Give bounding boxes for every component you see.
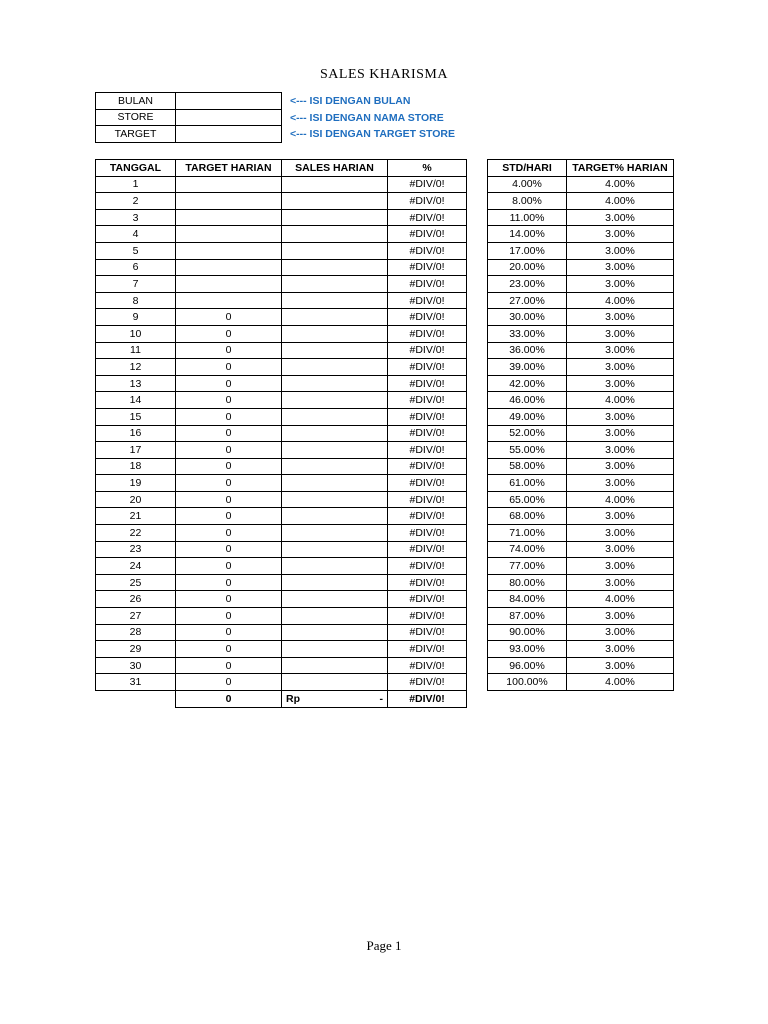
tanggal-cell: 27 (96, 608, 176, 625)
header-std-hari: STD/HARI (488, 160, 567, 177)
meta-row-target (96, 126, 282, 143)
table-row (96, 558, 467, 575)
std-hari-cell[interactable]: 46.00% (488, 392, 567, 409)
meta-table (95, 92, 282, 143)
percent-cell[interactable]: #DIV/0! (388, 458, 467, 475)
table-row (96, 508, 467, 525)
table-row (96, 657, 467, 674)
target-percent-harian-cell[interactable]: 3.00% (567, 657, 674, 674)
sales-harian-cell[interactable] (282, 408, 388, 425)
table-row (96, 375, 467, 392)
target-harian-cell[interactable]: 0 (176, 657, 282, 674)
percent-cell[interactable]: #DIV/0! (388, 558, 467, 575)
sales-harian-cell[interactable] (282, 193, 388, 210)
sales-harian-cell[interactable] (282, 525, 388, 542)
meta-label: STORE (96, 109, 176, 126)
table-row (488, 193, 674, 210)
sales-harian-cell[interactable] (282, 242, 388, 259)
percent-cell[interactable]: #DIV/0! (388, 176, 467, 193)
tanggal-cell: 11 (96, 342, 176, 359)
meta-value-target[interactable] (176, 126, 282, 143)
target-percent-harian-cell[interactable]: 4.00% (567, 392, 674, 409)
table-row (96, 442, 467, 459)
tanggal-cell: 19 (96, 475, 176, 492)
target-percent-harian-cell[interactable]: 3.00% (567, 541, 674, 558)
std-hari-cell[interactable]: 100.00% (488, 674, 567, 691)
sales-harian-cell[interactable] (282, 259, 388, 276)
tanggal-cell: 7 (96, 276, 176, 293)
target-harian-cell[interactable] (176, 259, 282, 276)
table-row (96, 259, 467, 276)
tanggal-cell: 4 (96, 226, 176, 243)
table-row (96, 242, 467, 259)
target-percent-harian-cell[interactable]: 3.00% (567, 574, 674, 591)
target-percent-harian-cell[interactable]: 4.00% (567, 193, 674, 210)
target-harian-cell[interactable]: 0 (176, 558, 282, 575)
sales-harian-cell[interactable] (282, 226, 388, 243)
target-harian-cell[interactable]: 0 (176, 309, 282, 326)
table-row (488, 325, 674, 342)
tanggal-cell: 18 (96, 458, 176, 475)
meta-hints (290, 93, 455, 143)
sales-harian-cell[interactable] (282, 276, 388, 293)
target-harian-cell[interactable] (176, 242, 282, 259)
std-hari-cell[interactable]: 55.00% (488, 442, 567, 459)
table-row (488, 392, 674, 409)
sales-harian-cell[interactable] (282, 574, 388, 591)
std-hari-cell[interactable]: 58.00% (488, 458, 567, 475)
sales-harian-cell[interactable] (282, 558, 388, 575)
target-harian-cell[interactable]: 0 (176, 359, 282, 376)
std-hari-cell[interactable]: 23.00% (488, 276, 567, 293)
target-percent-harian-cell[interactable]: 3.00% (567, 359, 674, 376)
tanggal-cell: 26 (96, 591, 176, 608)
std-hari-cell[interactable]: 96.00% (488, 657, 567, 674)
target-harian-cell[interactable]: 0 (176, 392, 282, 409)
sales-total-row (96, 691, 467, 708)
tanggal-cell: 2 (96, 193, 176, 210)
std-hari-cell[interactable]: 65.00% (488, 491, 567, 508)
std-hari-cell[interactable]: 36.00% (488, 342, 567, 359)
table-row (96, 193, 467, 210)
target-harian-cell[interactable] (176, 276, 282, 293)
table-row (96, 591, 467, 608)
std-table (487, 159, 674, 691)
tanggal-cell: 9 (96, 309, 176, 326)
sales-harian-cell[interactable] (282, 641, 388, 658)
sales-harian-cell[interactable] (282, 442, 388, 459)
target-percent-harian-cell[interactable]: 3.00% (567, 276, 674, 293)
target-harian-cell[interactable]: 0 (176, 442, 282, 459)
target-percent-harian-cell[interactable]: 3.00% (567, 408, 674, 425)
header-sales-harian: SALES HARIAN (282, 160, 388, 177)
std-hari-cell[interactable]: 80.00% (488, 574, 567, 591)
target-harian-cell[interactable]: 0 (176, 408, 282, 425)
target-harian-cell[interactable] (176, 292, 282, 309)
target-percent-harian-cell[interactable]: 3.00% (567, 558, 674, 575)
target-percent-harian-cell[interactable]: 4.00% (567, 491, 674, 508)
tanggal-cell: 13 (96, 375, 176, 392)
sales-harian-cell[interactable] (282, 375, 388, 392)
table-row (488, 458, 674, 475)
table-row (488, 359, 674, 376)
percent-cell[interactable]: #DIV/0! (388, 425, 467, 442)
target-percent-harian-cell[interactable]: 3.00% (567, 226, 674, 243)
sales-table-header-row (96, 160, 467, 177)
target-percent-harian-cell[interactable]: 3.00% (567, 242, 674, 259)
percent-cell[interactable]: #DIV/0! (388, 442, 467, 459)
table-row (488, 226, 674, 243)
total-empty-cell (96, 691, 176, 708)
std-hari-cell[interactable]: 68.00% (488, 508, 567, 525)
percent-cell[interactable]: #DIV/0! (388, 259, 467, 276)
table-row (96, 674, 467, 691)
percent-cell[interactable]: #DIV/0! (388, 475, 467, 492)
tanggal-cell: 23 (96, 541, 176, 558)
total-percent[interactable]: #DIV/0! (388, 691, 467, 708)
table-row (488, 525, 674, 542)
meta-hint: <--- ISI DENGAN TARGET STORE (290, 128, 455, 141)
table-row (488, 674, 674, 691)
std-hari-cell[interactable]: 84.00% (488, 591, 567, 608)
table-row (96, 574, 467, 591)
std-hari-cell[interactable]: 61.00% (488, 475, 567, 492)
target-percent-harian-cell[interactable]: 3.00% (567, 475, 674, 492)
tanggal-cell: 6 (96, 259, 176, 276)
table-row (96, 641, 467, 658)
target-percent-harian-cell[interactable]: 3.00% (567, 425, 674, 442)
header-target-percent-harian: TARGET% HARIAN (567, 160, 674, 177)
percent-cell[interactable]: #DIV/0! (388, 608, 467, 625)
meta-label: BULAN (96, 93, 176, 110)
table-row (96, 608, 467, 625)
tanggal-cell: 3 (96, 209, 176, 226)
std-hari-cell[interactable]: 74.00% (488, 541, 567, 558)
header-tanggal: TANGGAL (96, 160, 176, 177)
table-row (488, 624, 674, 641)
sales-harian-cell[interactable] (282, 325, 388, 342)
sales-harian-cell[interactable] (282, 342, 388, 359)
std-hari-cell[interactable]: 27.00% (488, 292, 567, 309)
page-footer: Page 1 (366, 938, 402, 953)
std-hari-cell[interactable]: 39.00% (488, 359, 567, 376)
target-harian-cell[interactable] (176, 193, 282, 210)
total-sales-value: - (379, 692, 383, 705)
table-row (488, 657, 674, 674)
sales-harian-cell[interactable] (282, 608, 388, 625)
sales-harian-cell[interactable] (282, 491, 388, 508)
percent-cell[interactable]: #DIV/0! (388, 276, 467, 293)
tanggal-cell: 17 (96, 442, 176, 459)
tanggal-cell: 30 (96, 657, 176, 674)
target-percent-harian-cell[interactable]: 3.00% (567, 608, 674, 625)
sales-harian-cell[interactable] (282, 475, 388, 492)
target-percent-harian-cell[interactable]: 3.00% (567, 641, 674, 658)
table-row (96, 276, 467, 293)
table-row (96, 342, 467, 359)
target-harian-cell[interactable]: 0 (176, 458, 282, 475)
percent-cell[interactable]: #DIV/0! (388, 508, 467, 525)
percent-cell[interactable]: #DIV/0! (388, 657, 467, 674)
std-hari-cell[interactable]: 11.00% (488, 209, 567, 226)
tanggal-cell: 14 (96, 392, 176, 409)
table-row (488, 641, 674, 658)
percent-cell[interactable]: #DIV/0! (388, 641, 467, 658)
table-row (488, 242, 674, 259)
target-harian-cell[interactable]: 0 (176, 375, 282, 392)
target-harian-cell[interactable]: 0 (176, 591, 282, 608)
table-row (96, 226, 467, 243)
sales-harian-cell[interactable] (282, 591, 388, 608)
std-hari-cell[interactable]: 17.00% (488, 242, 567, 259)
target-percent-harian-cell[interactable]: 3.00% (567, 508, 674, 525)
target-harian-cell[interactable]: 0 (176, 624, 282, 641)
percent-cell[interactable]: #DIV/0! (388, 541, 467, 558)
table-row (488, 491, 674, 508)
table-row (96, 408, 467, 425)
target-harian-cell[interactable]: 0 (176, 491, 282, 508)
target-percent-harian-cell[interactable]: 3.00% (567, 624, 674, 641)
sales-harian-cell[interactable] (282, 359, 388, 376)
target-harian-cell[interactable]: 0 (176, 674, 282, 691)
std-hari-cell[interactable]: 33.00% (488, 325, 567, 342)
target-percent-harian-cell[interactable]: 4.00% (567, 591, 674, 608)
std-hari-cell[interactable]: 8.00% (488, 193, 567, 210)
table-row (96, 392, 467, 409)
percent-cell[interactable]: #DIV/0! (388, 309, 467, 326)
table-row (488, 259, 674, 276)
sales-harian-cell[interactable] (282, 458, 388, 475)
table-row (96, 309, 467, 326)
total-target[interactable]: 0 (176, 691, 282, 708)
table-row (96, 624, 467, 641)
total-sales-currency: Rp (286, 692, 300, 705)
target-percent-harian-cell[interactable]: 3.00% (567, 259, 674, 276)
table-row (488, 574, 674, 591)
target-percent-harian-cell[interactable]: 4.00% (567, 176, 674, 193)
table-row (96, 458, 467, 475)
percent-cell[interactable]: #DIV/0! (388, 408, 467, 425)
target-percent-harian-cell[interactable]: 3.00% (567, 325, 674, 342)
tanggal-cell: 20 (96, 491, 176, 508)
table-row (488, 309, 674, 326)
percent-cell[interactable]: #DIV/0! (388, 591, 467, 608)
tanggal-cell: 10 (96, 325, 176, 342)
tanggal-cell: 12 (96, 359, 176, 376)
std-hari-cell[interactable]: 4.00% (488, 176, 567, 193)
table-row (96, 491, 467, 508)
meta-value-store[interactable] (176, 109, 282, 126)
sales-harian-cell[interactable] (282, 425, 388, 442)
percent-cell[interactable]: #DIV/0! (388, 359, 467, 376)
table-row (488, 442, 674, 459)
percent-cell[interactable]: #DIV/0! (388, 342, 467, 359)
sales-harian-cell[interactable] (282, 176, 388, 193)
percent-cell[interactable]: #DIV/0! (388, 574, 467, 591)
target-harian-cell[interactable] (176, 209, 282, 226)
tanggal-cell: 29 (96, 641, 176, 658)
tanggal-cell: 25 (96, 574, 176, 591)
table-row (488, 292, 674, 309)
table-row (488, 558, 674, 575)
target-percent-harian-cell[interactable]: 3.00% (567, 375, 674, 392)
sales-harian-cell[interactable] (282, 309, 388, 326)
tanggal-cell: 31 (96, 674, 176, 691)
table-row (488, 475, 674, 492)
std-hari-cell[interactable]: 49.00% (488, 408, 567, 425)
meta-label: TARGET (96, 126, 176, 143)
table-row (96, 325, 467, 342)
std-hari-cell[interactable]: 30.00% (488, 309, 567, 326)
table-row (488, 541, 674, 558)
sales-harian-cell[interactable] (282, 508, 388, 525)
target-harian-cell[interactable]: 0 (176, 342, 282, 359)
sales-harian-cell[interactable] (282, 657, 388, 674)
table-row (488, 176, 674, 193)
meta-hint: <--- ISI DENGAN BULAN (290, 95, 411, 107)
percent-cell[interactable]: #DIV/0! (388, 209, 467, 226)
target-percent-harian-cell[interactable]: 3.00% (567, 342, 674, 359)
table-row (488, 508, 674, 525)
table-row (96, 541, 467, 558)
target-percent-harian-cell[interactable]: 3.00% (567, 525, 674, 542)
percent-cell[interactable]: #DIV/0! (388, 491, 467, 508)
target-harian-cell[interactable]: 0 (176, 541, 282, 558)
table-row (96, 359, 467, 376)
target-harian-cell[interactable]: 0 (176, 641, 282, 658)
std-hari-cell[interactable]: 52.00% (488, 425, 567, 442)
meta-row-store (96, 109, 282, 126)
percent-cell[interactable]: #DIV/0! (388, 375, 467, 392)
sales-harian-cell[interactable] (282, 541, 388, 558)
percent-cell[interactable]: #DIV/0! (388, 624, 467, 641)
tanggal-cell: 28 (96, 624, 176, 641)
page-title: SALES KHARISMA (320, 67, 448, 82)
target-percent-harian-cell[interactable]: 3.00% (567, 309, 674, 326)
total-sales[interactable] (282, 691, 388, 708)
table-row (96, 209, 467, 226)
table-row (488, 608, 674, 625)
target-harian-cell[interactable]: 0 (176, 574, 282, 591)
percent-cell[interactable]: #DIV/0! (388, 193, 467, 210)
percent-cell[interactable]: #DIV/0! (388, 226, 467, 243)
tanggal-cell: 5 (96, 242, 176, 259)
percent-cell[interactable]: #DIV/0! (388, 292, 467, 309)
table-row (488, 591, 674, 608)
table-row (96, 525, 467, 542)
target-percent-harian-cell[interactable]: 3.00% (567, 209, 674, 226)
percent-cell[interactable]: #DIV/0! (388, 242, 467, 259)
sales-table (95, 159, 467, 708)
table-row (96, 292, 467, 309)
std-hari-cell[interactable]: 42.00% (488, 375, 567, 392)
tanggal-cell: 22 (96, 525, 176, 542)
sales-harian-cell[interactable] (282, 209, 388, 226)
target-harian-cell[interactable]: 0 (176, 508, 282, 525)
percent-cell[interactable]: #DIV/0! (388, 392, 467, 409)
tanggal-cell: 21 (96, 508, 176, 525)
percent-cell[interactable]: #DIV/0! (388, 325, 467, 342)
table-row (488, 276, 674, 293)
percent-cell[interactable]: #DIV/0! (388, 525, 467, 542)
target-harian-cell[interactable]: 0 (176, 525, 282, 542)
std-hari-cell[interactable]: 20.00% (488, 259, 567, 276)
tanggal-cell: 16 (96, 425, 176, 442)
header-target-harian: TARGET HARIAN (176, 160, 282, 177)
target-percent-harian-cell[interactable]: 3.00% (567, 442, 674, 459)
table-row (96, 475, 467, 492)
sales-harian-cell[interactable] (282, 624, 388, 641)
target-harian-cell[interactable]: 0 (176, 325, 282, 342)
tanggal-cell: 24 (96, 558, 176, 575)
tanggal-cell: 1 (96, 176, 176, 193)
tanggal-cell: 15 (96, 408, 176, 425)
meta-hint: <--- ISI DENGAN NAMA STORE (290, 111, 444, 124)
header-percent: % (388, 160, 467, 177)
std-hari-cell[interactable]: 93.00% (488, 641, 567, 658)
target-harian-cell[interactable]: 0 (176, 425, 282, 442)
std-hari-cell[interactable]: 14.00% (488, 226, 567, 243)
table-row (488, 209, 674, 226)
tanggal-cell: 8 (96, 292, 176, 309)
table-row (96, 425, 467, 442)
std-table-header-row (488, 160, 674, 177)
percent-cell[interactable]: #DIV/0! (388, 674, 467, 691)
target-percent-harian-cell[interactable]: 3.00% (567, 458, 674, 475)
std-hari-cell[interactable]: 71.00% (488, 525, 567, 542)
meta-row-bulan (96, 93, 282, 110)
sales-harian-cell[interactable] (282, 674, 388, 691)
std-hari-cell[interactable]: 77.00% (488, 558, 567, 575)
sales-harian-cell[interactable] (282, 392, 388, 409)
sales-harian-cell[interactable] (282, 292, 388, 309)
target-percent-harian-cell[interactable]: 4.00% (567, 674, 674, 691)
table-row (488, 408, 674, 425)
target-harian-cell[interactable] (176, 176, 282, 193)
table-row (96, 176, 467, 193)
std-hari-cell[interactable]: 87.00% (488, 608, 567, 625)
target-harian-cell[interactable] (176, 226, 282, 243)
target-harian-cell[interactable]: 0 (176, 608, 282, 625)
table-row (488, 425, 674, 442)
table-row (488, 375, 674, 392)
table-row (488, 342, 674, 359)
target-percent-harian-cell[interactable]: 4.00% (567, 292, 674, 309)
meta-value-bulan[interactable] (176, 93, 282, 110)
std-hari-cell[interactable]: 90.00% (488, 624, 567, 641)
target-harian-cell[interactable]: 0 (176, 475, 282, 492)
